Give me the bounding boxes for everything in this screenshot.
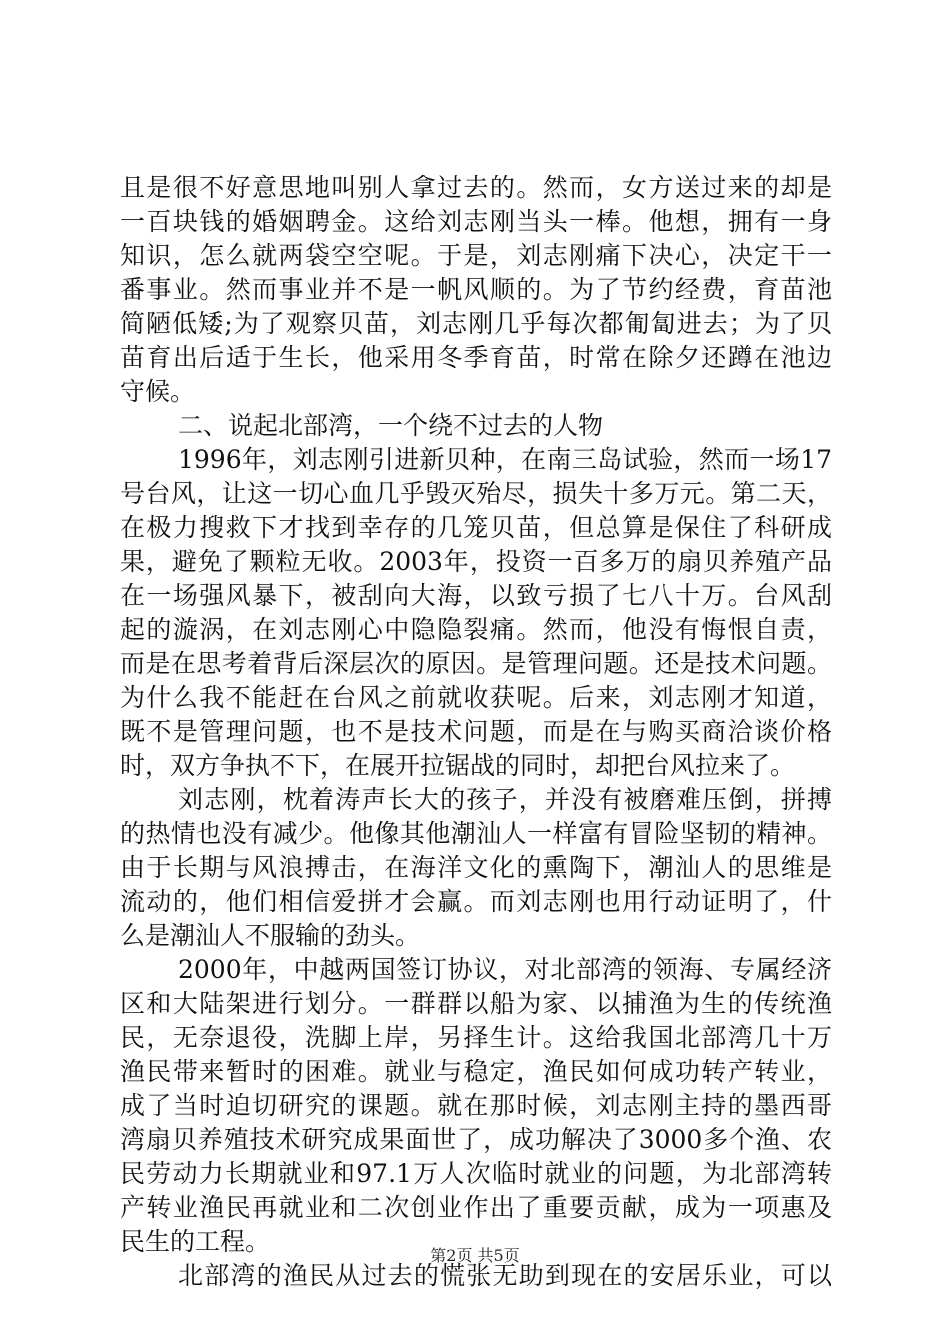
text-line: 号台风，让这一切心血几乎毁灭殆尽，损失十多万元。第二天， [120, 479, 832, 508]
text-line: 产转业渔民再就业和二次创业作出了重要贡献，成为一项惠及 [120, 1193, 832, 1222]
text-line: 么是潮汕人不服输的劲头。 [120, 921, 421, 950]
text-line: 民生的工程。 [120, 1227, 271, 1256]
page-number-footer: 第2页 共5页 [430, 1246, 520, 1265]
text-line: 果，避免了颗粒无收。2003年，投资一百多万的扇贝养殖产品 [120, 547, 832, 576]
text-line: 成了当时迫切研究的课题。就在那时候，刘志刚主持的墨西哥 [120, 1091, 832, 1120]
text-line: 流动的，他们相信爱拼才会赢。而刘志刚也用行动证明了，什 [120, 887, 832, 916]
text-line: 区和大陆架进行划分。一群群以船为家、以捕渔为生的传统渔 [120, 989, 832, 1018]
text-line: 且是很不好意思地叫别人拿过去的。然而，女方送过来的却是 [120, 173, 832, 202]
text-line: 起的漩涡，在刘志刚心中隐隐裂痛。然而，他没有悔恨自责， [120, 615, 832, 644]
text-line: 1996年，刘志刚引进新贝种，在南三岛试验，然而一场17 [178, 445, 832, 474]
text-line: 湾扇贝养殖技术研究成果面世了，成功解决了3000多个渔、农 [120, 1125, 832, 1154]
text-line: 在极力搜救下才找到幸存的几笼贝苗，但总算是保住了科研成 [120, 513, 832, 542]
text-line: 渔民带来暂时的困难。就业与稳定，渔民如何成功转产转业， [120, 1057, 832, 1086]
text-line: 由于长期与风浪搏击，在海洋文化的熏陶下，潮汕人的思维是 [120, 853, 832, 882]
text-line: 知识，怎么就两袋空空呢。于是，刘志刚痛下决心，决定干一 [120, 241, 832, 270]
text-line: 守候。 [120, 377, 196, 406]
section-heading: 二、说起北部湾，一个绕不过去的人物 [178, 411, 604, 440]
text-line: 北部湾的渔民从过去的慌张无助到现在的安居乐业，可以 [178, 1261, 832, 1290]
text-line: 民劳动力长期就业和97.1万人次临时就业的问题，为北部湾转 [120, 1159, 832, 1188]
text-line: 简陋低矮;为了观察贝苗，刘志刚几乎每次都匍匐进去；为了贝 [120, 309, 832, 338]
text-line: 民，无奈退役，洗脚上岸，另择生计。这给我国北部湾几十万 [120, 1023, 832, 1052]
text-line: 既不是管理问题，也不是技术问题，而是在与购买商洽谈价格 [120, 717, 832, 746]
text-line: 在一场强风暴下，被刮向大海，以致亏损了七八十万。台风刮 [120, 581, 832, 610]
text-line: 为什么我不能赶在台风之前就收获呢。后来，刘志刚才知道， [120, 683, 832, 712]
text-line: 苗育出后适于生长，他采用冬季育苗，时常在除夕还蹲在池边 [120, 343, 832, 372]
text-line: 而是在思考着背后深层次的原因。是管理问题。还是技术问题。 [120, 649, 832, 678]
text-line: 时，双方争执不下，在展开拉锯战的同时，却把台风拉来了。 [120, 751, 796, 780]
text-line: 的热情也没有减少。他像其他潮汕人一样富有冒险坚韧的精神。 [120, 819, 832, 848]
text-line: 刘志刚，枕着涛声长大的孩子，并没有被磨难压倒，拼搏 [178, 785, 832, 814]
text-line: 2000年，中越两国签订协议，对北部湾的领海、专属经济 [178, 955, 832, 984]
text-line: 番事业。然而事业并不是一帆风顺的。为了节约经费，育苗池 [120, 275, 832, 304]
body-text [120, 171, 832, 1293]
text-line: 一百块钱的婚姻聘金。这给刘志刚当头一棒。他想，拥有一身 [120, 207, 832, 236]
